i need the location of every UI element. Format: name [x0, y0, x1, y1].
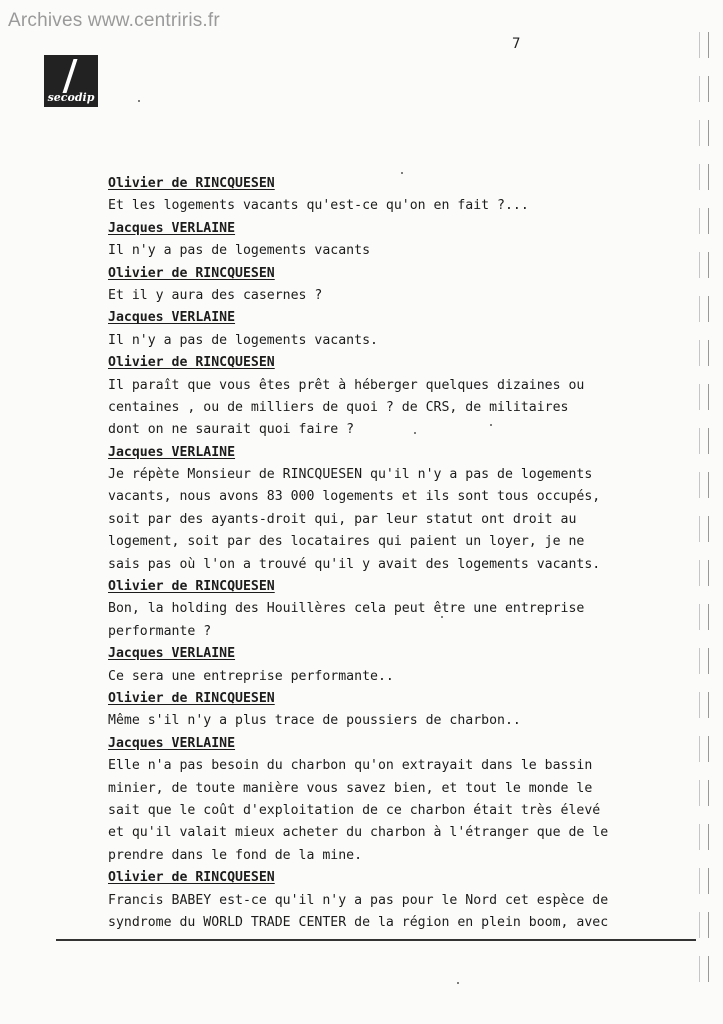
transcript-line: Je répète Monsieur de RINCQUESEN qu'il n'y a pas de logements: [108, 467, 593, 483]
margin-bracket-mark: [699, 428, 709, 454]
scan-speck: [490, 424, 492, 426]
margin-bracket-mark: [699, 76, 709, 102]
transcript-line: soit par des ayants-droit qui, par leur statut ont droit au: [108, 511, 577, 527]
margin-bracket-mark: [699, 120, 709, 146]
scan-speck: [441, 616, 443, 618]
speaker-name: Olivier de RINCQUESEN: [108, 690, 275, 706]
margin-bracket-mark: [699, 516, 709, 542]
interview-transcript: [108, 173, 609, 934]
margin-bracket-mark: [699, 252, 709, 278]
margin-bracket-mark: [699, 32, 709, 58]
margin-bracket-mark: [699, 560, 709, 586]
transcript-line: syndrome du WORLD TRADE CENTER de la région en plein boom, avec: [108, 914, 609, 930]
scan-margin-marks: [695, 28, 715, 1008]
margin-bracket-mark: [699, 340, 709, 366]
transcript-line: Ce sera une entreprise performante..: [108, 668, 394, 684]
transcript-line: performante ?: [108, 623, 212, 639]
margin-bracket-mark: [699, 736, 709, 762]
secodip-logo: [44, 55, 98, 107]
transcript-line: Il n'y a pas de logements vacants.: [108, 332, 378, 348]
speaker-name: Jacques VERLAINE: [108, 444, 236, 460]
speaker-name: Jacques VERLAINE: [108, 646, 236, 662]
speaker-name: Jacques VERLAINE: [108, 735, 236, 751]
transcript-line: Il n'y a pas de logements vacants: [108, 243, 371, 259]
margin-bracket-mark: [699, 956, 709, 982]
speaker-name: Jacques VERLAINE: [108, 220, 236, 236]
transcript-line: Il paraît que vous êtes prêt à héberger quelques dizaines ou: [108, 377, 585, 393]
speaker-name: Jacques VERLAINE: [108, 310, 236, 326]
margin-bracket-mark: [699, 472, 709, 498]
transcript-line: minier, de toute manière vous savez bien, et tout le monde le: [108, 780, 593, 796]
margin-bracket-mark: [699, 296, 709, 322]
transcript-line: Même s'il n'y a plus trace de poussiers de charbon..: [108, 713, 521, 729]
page-number: 7: [512, 36, 521, 52]
transcript-line: et qu'il valait mieux acheter du charbon à l'étranger que de le: [108, 825, 609, 841]
speaker-name: Olivier de RINCQUESEN: [108, 265, 275, 281]
transcript-line: Bon, la holding des Houillères cela peut être une entreprise: [108, 601, 585, 617]
margin-bracket-mark: [699, 648, 709, 674]
transcript-line: Et les logements vacants qu'est-ce qu'on en fait ?...: [108, 198, 529, 214]
margin-bracket-mark: [699, 208, 709, 234]
speaker-name: Olivier de RINCQUESEN: [108, 870, 275, 886]
transcript-line: Francis BABEY est-ce qu'il n'y a pas pour le Nord cet espèce de: [108, 892, 609, 908]
scan-speck: [401, 172, 403, 174]
transcript-line: logement, soit par des locataires qui paient un loyer, je ne: [108, 534, 585, 550]
transcript-line: centaines , ou de milliers de quoi ? de CRS, de militaires: [108, 399, 569, 415]
speaker-name: Olivier de RINCQUESEN: [108, 176, 275, 191]
logo-text: secodip: [47, 91, 95, 104]
margin-bracket-mark: [699, 384, 709, 410]
margin-bracket-mark: [699, 164, 709, 190]
transcript-line: sait que le coût d'exploitation de ce charbon était très élevé: [108, 802, 601, 818]
margin-bracket-mark: [699, 604, 709, 630]
transcript-line: prendre dans le fond de la mine.: [108, 847, 363, 863]
scan-speck: [457, 982, 459, 984]
speaker-name: Olivier de RINCQUESEN: [108, 579, 275, 595]
speaker-name: Olivier de RINCQUESEN: [108, 355, 275, 371]
margin-bracket-mark: [699, 692, 709, 718]
margin-bracket-mark: [699, 912, 709, 938]
transcript-line: vacants, nous avons 83 000 logements et ils sont tous occupés,: [108, 489, 601, 505]
transcript-line: Elle n'a pas besoin du charbon qu'on extrayait dans le bassin: [108, 758, 593, 774]
logo-slash-icon: [62, 59, 77, 93]
scan-speck: [138, 100, 140, 102]
transcript-line: dont on ne saurait quoi faire ?: [108, 422, 355, 438]
footer-divider: [56, 939, 696, 941]
scan-speck: [414, 432, 416, 434]
transcript-line: Et il y aura des casernes ?: [108, 287, 323, 303]
margin-bracket-mark: [699, 780, 709, 806]
transcript-line: sais pas où l'on a trouvé qu'il y avait des logements vacants.: [108, 556, 601, 572]
archive-watermark: Archives www.centriris.fr: [8, 10, 220, 31]
margin-bracket-mark: [699, 824, 709, 850]
margin-bracket-mark: [699, 868, 709, 894]
